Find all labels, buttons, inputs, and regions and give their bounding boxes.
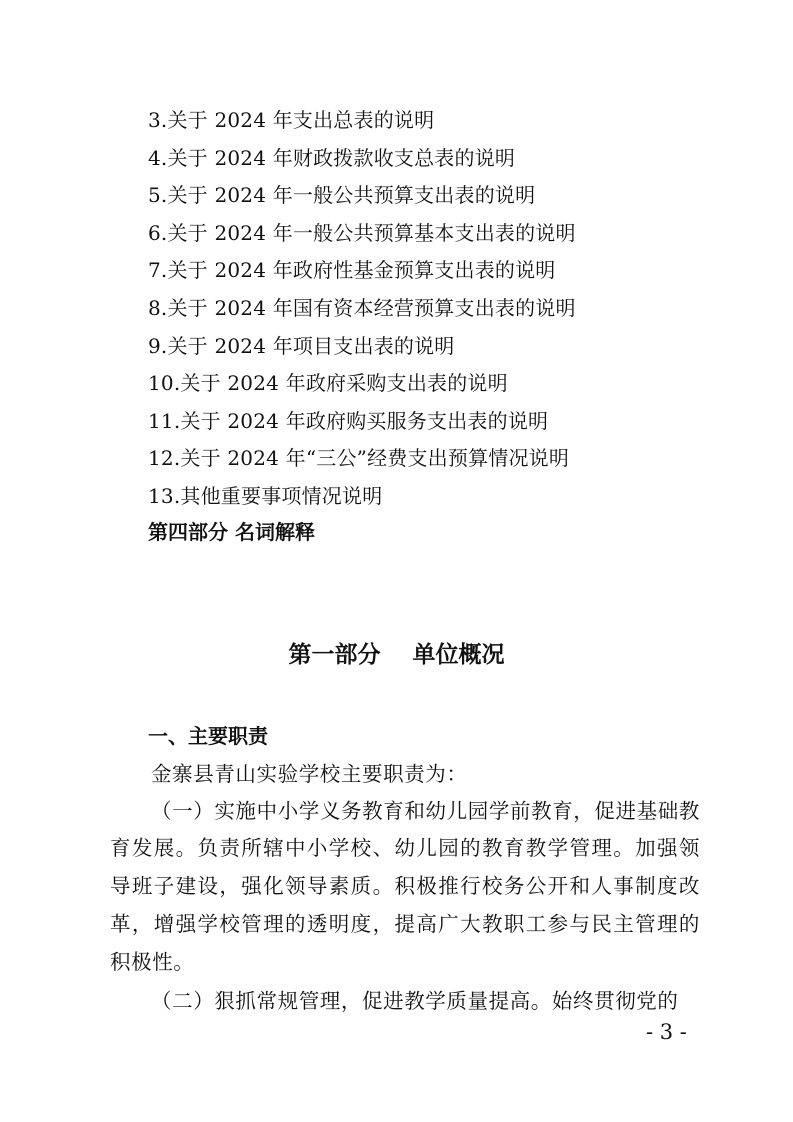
duty-paragraph-1: （一）实施中小学义务教育和幼儿园学前教育，促进基础教育发展。负责所辖中小学校、幼儿园的教育教学管理。加强领导班子建设，强化领导素质。积极推行校务公开和人事制度改革，增强学校管理的透明度，提高广大教职工参与民主管理的积极性。 xyxy=(110,798,700,974)
toc-item-10: 10.关于 2024 年政府采购支出表的说明 xyxy=(148,371,508,396)
table-of-contents xyxy=(148,106,708,520)
toc-item-4: 4.关于 2024 年财政拨款收支总表的说明 xyxy=(148,145,516,170)
toc-item-8: 8.关于 2024 年国有资本经营预算支出表的说明 xyxy=(148,295,576,320)
page-number: - 3 - xyxy=(646,1020,687,1044)
page-title: 第一部分 单位概况 xyxy=(288,642,505,669)
toc-section-four: 第四部分 名词解释 xyxy=(148,520,315,544)
toc-item-12: 12.关于 2024 年“三公”经费支出预算情况说明 xyxy=(148,446,570,471)
toc-item-7: 7.关于 2024 年政府性基金预算支出表的说明 xyxy=(148,258,556,283)
toc-item-6: 6.关于 2024 年一般公共预算基本支出表的说明 xyxy=(148,220,576,245)
section-heading: 一、主要职责 xyxy=(148,723,268,748)
toc-item-11: 11.关于 2024 年政府购买服务支出表的说明 xyxy=(148,408,549,433)
duty-paragraph-2: （二）狠抓常规管理，促进教学质量提高。始终贯彻党的 xyxy=(151,988,679,1013)
duties-intro: 金寨县青山实验学校主要职责为： xyxy=(151,761,468,786)
toc-item-9: 9.关于 2024 年项目支出表的说明 xyxy=(148,333,455,358)
toc-item-3: 3.关于 2024 年支出总表的说明 xyxy=(148,108,435,132)
toc-item-13: 13.其他重要事项情况说明 xyxy=(148,483,383,508)
toc-item-5: 5.关于 2024 年一般公共预算支出表的说明 xyxy=(148,183,536,208)
